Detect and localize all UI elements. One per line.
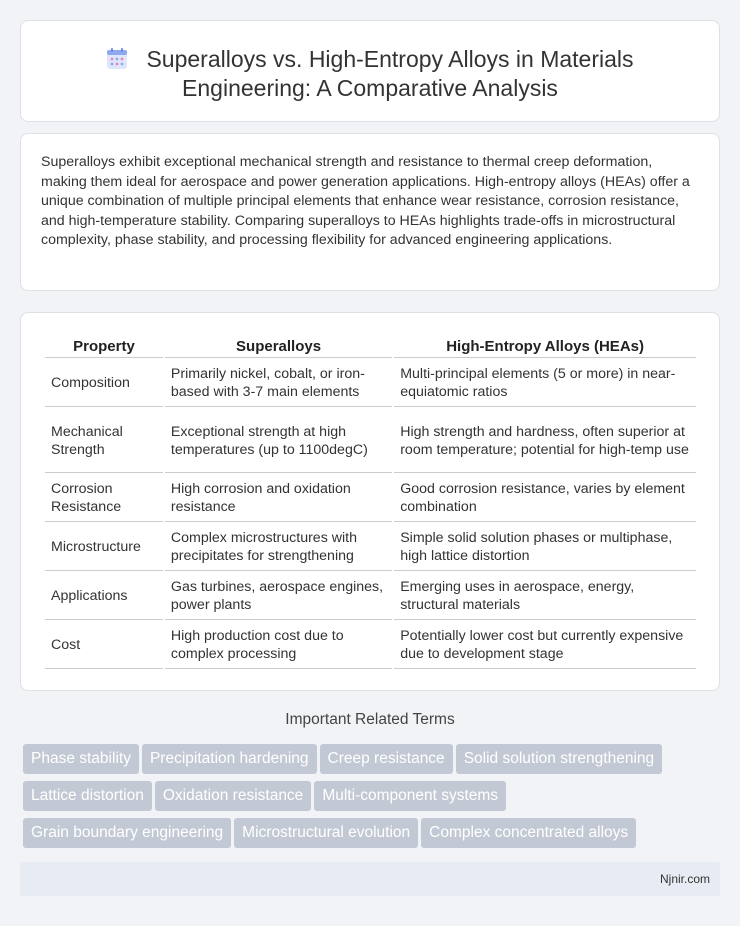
tag-oxidation-resistance[interactable]: Oxidation resistance (155, 781, 311, 811)
cell-heas: High strength and hardness, often superior at room temperature; potential for high-temp use (394, 409, 696, 473)
cell-property: Mechanical Strength (45, 409, 163, 473)
tag-creep-resistance[interactable]: Creep resistance (320, 744, 453, 774)
cell-property: Applications (45, 573, 163, 620)
tag-lattice-distortion[interactable]: Lattice distortion (23, 781, 152, 811)
cell-heas: Simple solid solution phases or multiphase, high lattice distortion (394, 524, 696, 571)
cell-superalloys: Exceptional strength at high temperatures (up to 1100degC) (165, 409, 392, 473)
tag-solid-solution-strengthening[interactable]: Solid solution strengthening (456, 744, 662, 774)
cell-heas: Potentially lower cost but currently expensive due to development stage (394, 622, 696, 669)
title-block (21, 45, 719, 103)
title-line-1: Superalloys vs. High-Entropy Alloys in Materials (146, 46, 634, 72)
tag-row (23, 818, 703, 855)
table-header-row (45, 335, 696, 358)
cell-property: Cost (45, 622, 163, 669)
related-terms-title: Important Related Terms (285, 711, 455, 728)
tag-multi-component-systems[interactable]: Multi-component systems (314, 781, 506, 811)
cell-heas: Good corrosion resistance, varies by element combination (394, 475, 696, 522)
comparison-table-card (20, 312, 720, 691)
related-terms-tags (23, 744, 703, 855)
tag-phase-stability[interactable]: Phase stability (23, 744, 139, 774)
page-title (21, 45, 719, 103)
title-line-2: Engineering: A Comparative Analysis (182, 75, 558, 101)
cell-superalloys: Gas turbines, aerospace engines, power plants (165, 573, 392, 620)
comparison-table (43, 333, 698, 671)
cell-superalloys: Primarily nickel, cobalt, or iron-based with 3-7 main elements (165, 360, 392, 407)
cell-property: Corrosion Resistance (45, 475, 163, 522)
table-row (45, 573, 696, 620)
footer (20, 862, 720, 896)
table-row (45, 360, 696, 407)
cell-superalloys: Complex microstructures with precipitates for strengthening (165, 524, 392, 571)
tag-precipitation-hardening[interactable]: Precipitation hardening (142, 744, 317, 774)
cell-property: Microstructure (45, 524, 163, 571)
calendar-grid-icon (106, 48, 128, 70)
cell-superalloys: High corrosion and oxidation resistance (165, 475, 392, 522)
table-row (45, 409, 696, 473)
table-row (45, 475, 696, 522)
cell-property: Composition (45, 360, 163, 407)
header-superalloys: Superalloys (165, 335, 392, 358)
header-heas: High-Entropy Alloys (HEAs) (394, 335, 696, 358)
intro-card (20, 133, 720, 291)
cell-heas: Emerging uses in aerospace, energy, structural materials (394, 573, 696, 620)
tag-row (23, 744, 703, 781)
footer-site-link[interactable]: Njnir.com (659, 872, 710, 886)
tag-microstructural-evolution[interactable]: Microstructural evolution (234, 818, 418, 848)
tag-row (23, 781, 703, 818)
tag-grain-boundary-engineering[interactable]: Grain boundary engineering (23, 818, 231, 848)
cell-superalloys: High production cost due to complex processing (165, 622, 392, 669)
tag-complex-concentrated-alloys[interactable]: Complex concentrated alloys (421, 818, 636, 848)
table-row (45, 622, 696, 669)
cell-heas: Multi-principal elements (5 or more) in near-equiatomic ratios (394, 360, 696, 407)
intro-text: Superalloys exhibit exceptional mechanical strength and resistance to thermal creep deformation, making them ideal for aerospace and power generation applications. High-entropy alloys (HEAs) offer a unique combination of multiple principal elements that enhance wear resistance, corrosion resistance, and high-temperature stability. Comparing superalloys to HEAs highlights trade-offs in microstructural complexity, phase stability, and processing flexibility for advanced engineering applications. (41, 154, 690, 248)
header-property: Property (45, 335, 163, 358)
table-row (45, 524, 696, 571)
header-card (20, 20, 720, 122)
